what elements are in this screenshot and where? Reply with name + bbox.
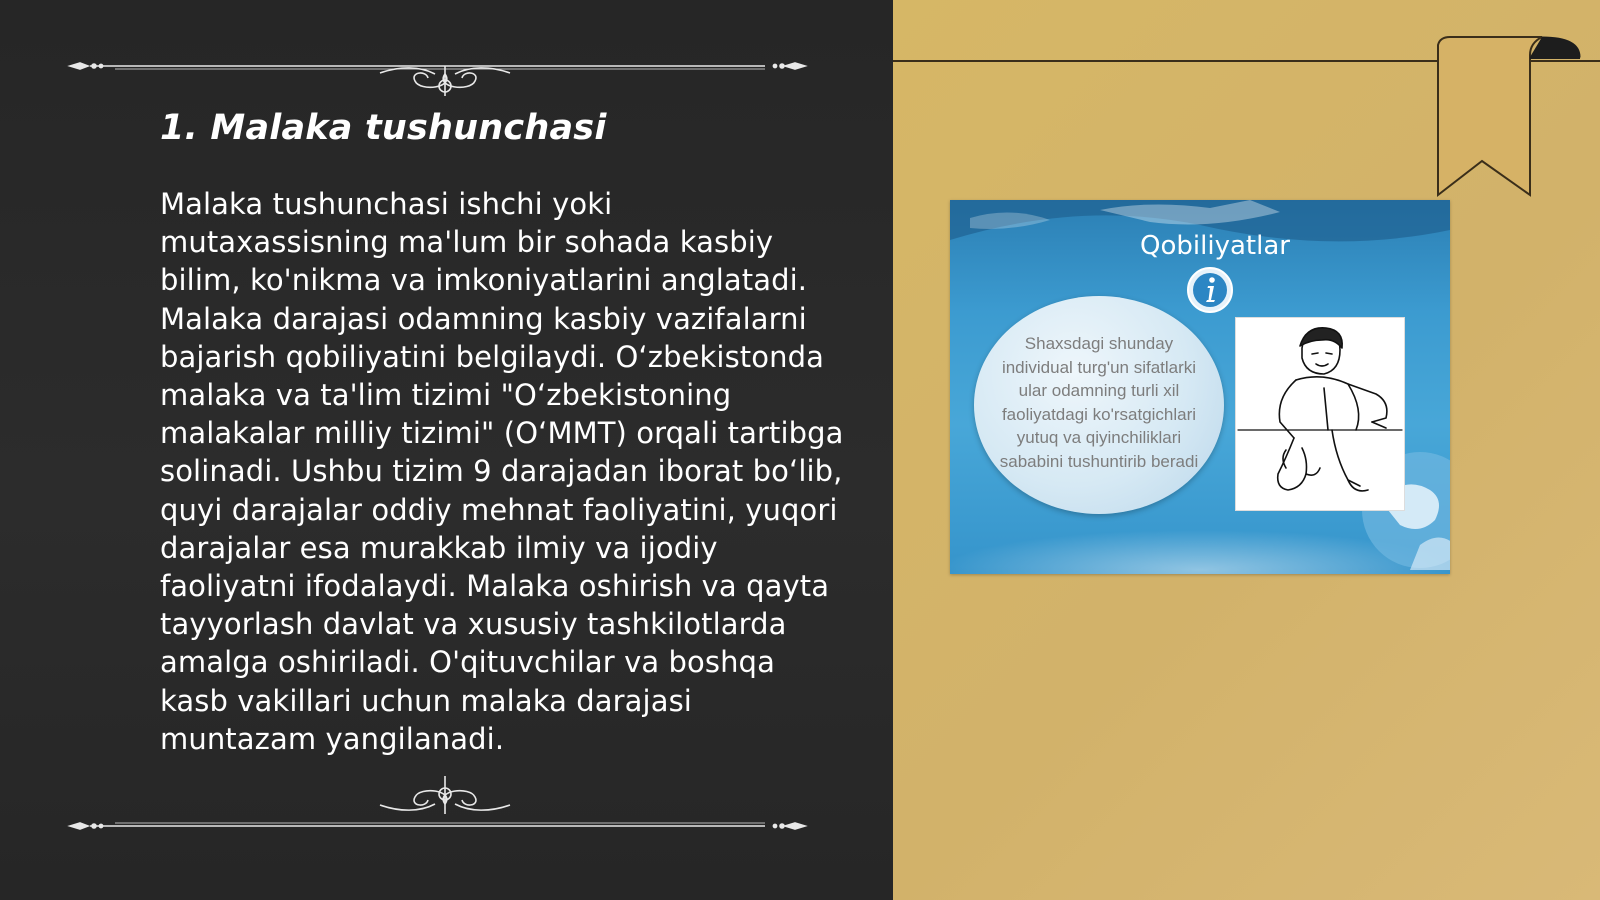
bottom-ornament-divider bbox=[60, 776, 830, 836]
body-paragraph: Malaka tushunchasi ishchi yoki mutaxassisning ma'lum bir sohada kasbiy bilim, ko'nikma va imkoniyatlarini anglatadi. Malaka darajasi odamning kasbiy vazifalarni bajarish qobiliyatini belgilaydi. O‘zbekistonda malaka va ta'lim tizimi "O‘zbekistoning malakalar milliy tizimi" (O‘MMT) orqali tartibga solinadi. Ushbu tizim 9 darajadan iborat bo‘lib, quyi darajalar oddiy mehnat faoliyatini, yuqori darajalar esa murakkab ilmiy va ijodiy faoliyatni ifodalaydi. Malaka oshirish va qayta tayyorlash davlat va xususiy tashkilotlarda amalga oshiriladi. O'qituvchilar va boshqa kasb vakillari uchun malaka darajasi muntazam yangilanadi. bbox=[160, 187, 844, 756]
pointing-man-illustration bbox=[1236, 318, 1404, 510]
qobiliyatlar-illustration bbox=[950, 200, 1450, 574]
slide-title: 1. Malaka tushunchasi bbox=[160, 108, 607, 148]
bookmark-ribbon-icon bbox=[1430, 35, 1600, 200]
picture-heading: Qobiliyatlar bbox=[1140, 231, 1290, 261]
info-icon bbox=[1186, 266, 1234, 314]
bubble-text: Shaxsdagi shunday individual turg'un sifatlarki ular odamning turli xil faoliyatdagi ko'rsatgichlari yutuq va qiyinchiliklari sababini tushuntirib beradi bbox=[999, 334, 1199, 471]
definition-bubble bbox=[974, 296, 1224, 514]
cartoon-image bbox=[1235, 317, 1405, 511]
top-ornament-divider bbox=[60, 36, 830, 96]
